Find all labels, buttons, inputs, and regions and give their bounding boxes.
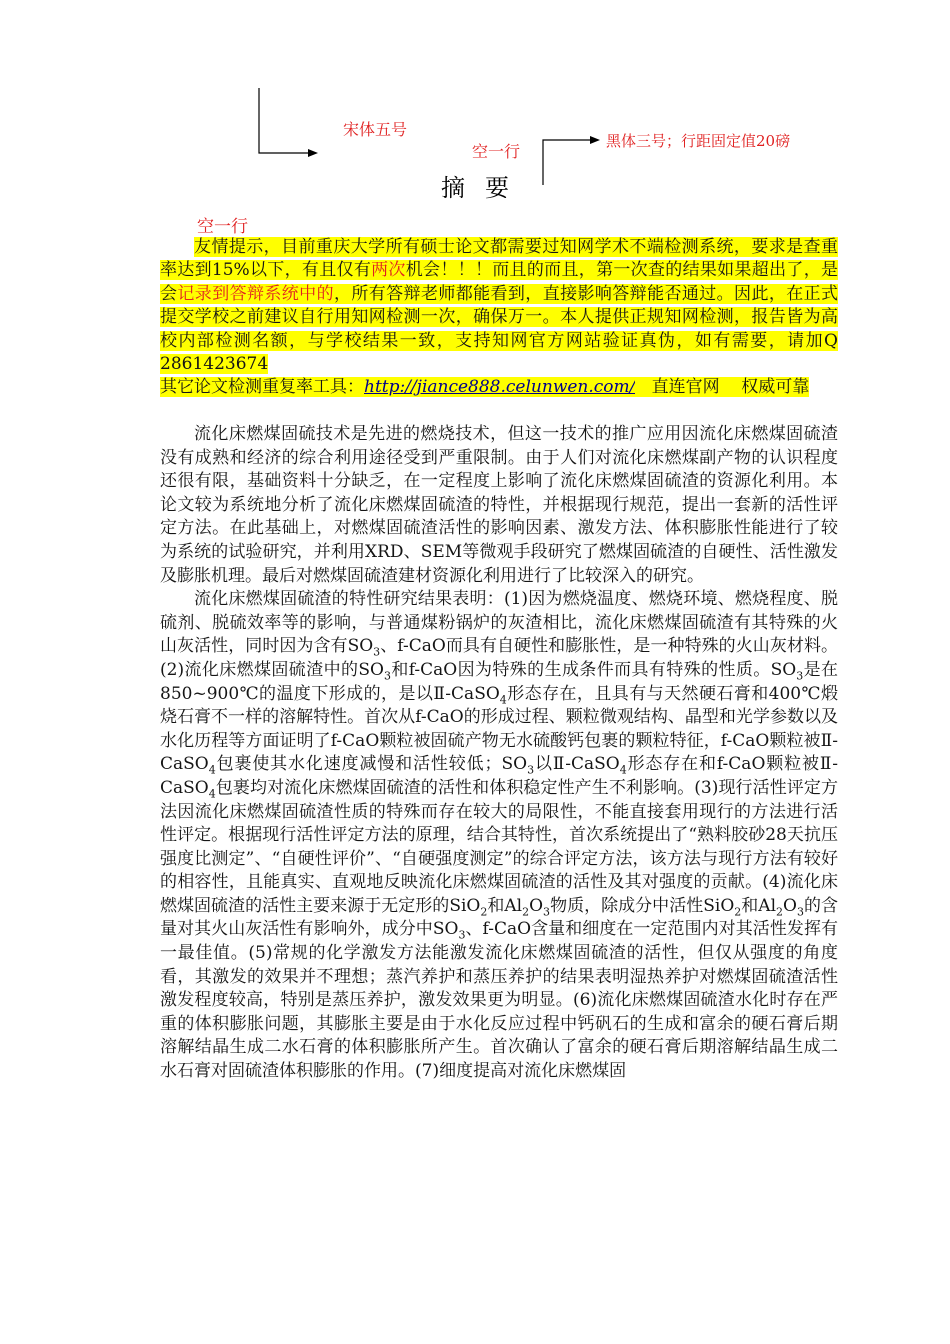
abstract-paragraph-1: 流化床燃煤固硫技术是先进的燃烧技术，但这一技术的推广应用因流化床燃煤固硫渣没有成熟和经济的综合利用途径受到严重限制。由于人们对流化床燃煤副产物的认识程度还很有限，基础资料十分缺乏，在一定程度上影响了流化床燃煤固硫渣的资源化利用。本论文较为系统地分析了流化床燃煤固硫渣的特性，并根据现行规范，提出一套新的活性评定方法。在此基础上，对燃煤固硫渣活性的影响因素、激发方法、体积膨胀性能进行了较为系统的试验研究，并利用XRD、SEM等微观手段研究了燃煤固硫渣的自硬性、活性激发及膨胀机理。最后对燃煤固硫渣建材资源化利用进行了比较深入的研究。	[160, 424, 838, 586]
notice-text-3: ，所有答辩老师都能看到，直接影响答辩能否通过。因此，在正式提交学校之前建议自行用知网检测一次，确保万一。本人提供正规知网检测，报告皆为高校内部检测名额，与学校结果一致，支持知网官方网站验证真伪，如有需要，请加Q 2861423674	[160, 283, 839, 375]
page-title: 摘要	[441, 174, 529, 202]
notice-text-2: 机会！！！而且的而且，第一次查的结果如果超出了，是会	[160, 260, 839, 304]
tools-link[interactable]: http://jiance888.celunwen.com/	[364, 377, 636, 398]
notice-red-1: 两次	[371, 260, 406, 281]
abstract-paragraph-2: 流化床燃煤固硫渣的特性研究结果表明：(1)因为燃烧温度、燃烧环境、燃烧程度、脱硫剂、脱硫效率等的影响，与普通煤粉锅炉的灰渣相比，流化床燃煤固硫渣有其特殊的火山灰活性，同时因为含有$SO_3$、f-CaO而具有自硬性和膨胀性，是一种特殊的火山灰材料。(2)流化床燃煤固硫渣中的$SO_3$和f-CaO因为特殊的生成条件而具有特殊的性质。$SO_3$是在850~900℃的温度下形成的，是以Ⅱ-CaSO$_4$形态存在，且具有与天然硬石膏和400℃煅烧石膏不一样的溶解特性。首次从f-CaO的形成过程、颗粒微观结构、晶型和光学参数以及水化历程等方面证明了f-CaO颗粒被固硫产物无水硫酸钙包裹的颗粒特征，f-CaO颗粒被Ⅱ-CaSO$_4$包裹使其水化速度减慢和活性较低；$SO_3$以Ⅱ-CaSO$_4$形态存在和f-CaO颗粒被Ⅱ-CaSO$_4$包裹均对流化床燃煤固硫渣的活性和体积稳定性产生不利影响。(3)现行活性评定方法因流化床燃煤固硫渣性质的特殊而存在较大的局限性，不能直接套用现行的方法进行活性评定。根据现行活性评定方法的原理，结合其特性，首次系统提出了“熟料胶砂28天抗压强度比测定”、“自硬性评价”、“自硬强度测定”的综合评定方法，该方法与现行方法有较好的相容性，且能真实、直观地反映流化床燃煤固硫渣的活性及其对强度的贡献。(4)流化床燃煤固硫渣的活性主要来源于无定形的SiO$_2$和$Al_2O_3$物质，除成分中活性SiO$_2$和$Al_2O_3$的含量对其火山灰活性有影响外，成分中$SO_3$、f-CaO含量和细度在一定范围内对其活性发挥有一最佳值。(5)常规的化学激发方法能激发流化床燃煤固硫渣的活性，但仅从强度的角度看，其激发的效果并不理想；蒸汽养护和蒸压养护的结果表明湿热养护对燃煤固硫渣活性激发程度较高，特别是蒸压养护，激发效果更为明显。(6)流化床燃煤固硫渣水化时存在严重的体积膨胀问题，其膨胀主要是由于水化反应过程中钙矾石的生成和富余的硬石膏后期溶解结晶生成二水石膏的体积膨胀所产生。首次确认了富余的硬石膏后期溶解结晶生成二水石膏对固硫渣体积膨胀的作用。(7)细度提高对流化床燃煤固	[160, 589, 839, 1082]
tools-suffix: 直连官网 权威可靠	[635, 377, 810, 398]
tools-prefix: 其它论文检测重复率工具：	[160, 377, 364, 398]
right-arrowhead	[590, 136, 600, 144]
annotation-song-wuhao: 宋体五号	[343, 120, 408, 139]
left-bracket-arrow	[259, 88, 312, 153]
annotation-heiti-sanhao: 黑体三号；行距固定值20磅	[606, 132, 791, 150]
notice-red-2: 记录到答辩系统中的	[177, 283, 334, 304]
left-arrowhead	[308, 149, 318, 157]
abstract-body	[160, 423, 838, 1084]
notice-block	[160, 236, 838, 400]
notice-text-1: 友情提示，目前重庆大学所有硕士论文都需要过知网学术不端检测系统，要求是查重率达到15%以下，有且仅有	[160, 237, 838, 281]
annotation-empty-line-2: 空一行	[197, 217, 248, 237]
annotation-empty-line-1: 空一行	[472, 142, 521, 161]
